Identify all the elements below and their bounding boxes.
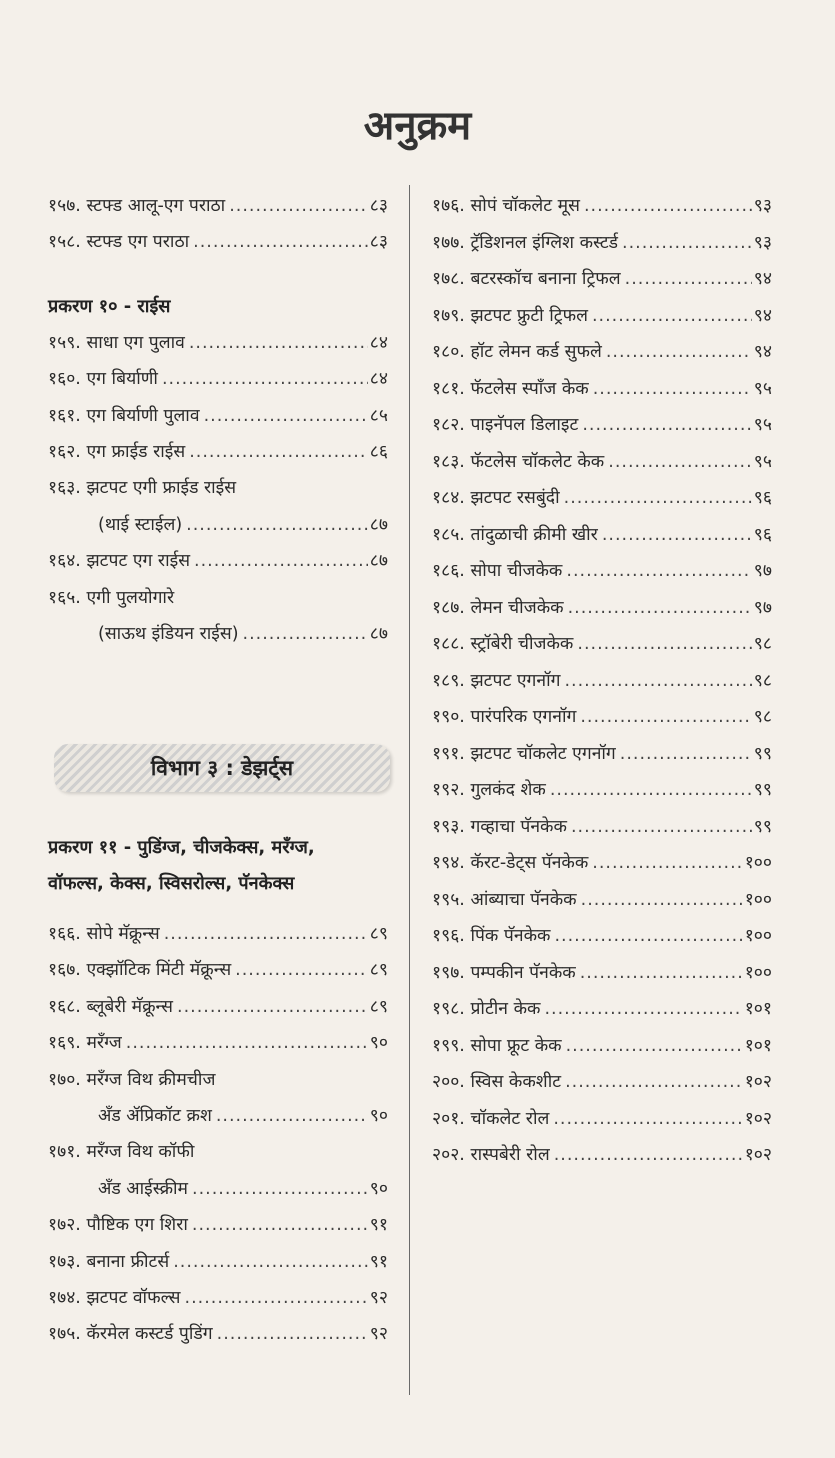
- entry-number: १९१.: [432, 743, 465, 764]
- entry-number: १६२.: [48, 441, 81, 462]
- dot-leader: [593, 371, 752, 408]
- entry-number: १६५.: [48, 587, 81, 608]
- dot-leader: [606, 334, 752, 371]
- toc-entry: [48, 1207, 388, 1243]
- dot-leader: [186, 507, 368, 543]
- dot-leader: [554, 918, 742, 955]
- entry-page-number: ९३: [753, 232, 772, 253]
- entry-number: १५७.: [48, 196, 81, 216]
- entry-number: १९९.: [432, 1035, 465, 1056]
- dot-leader: [126, 1025, 368, 1061]
- toc-entry: [48, 1062, 388, 1098]
- toc-entry: [432, 1101, 772, 1138]
- entry-page-number: ८९: [369, 924, 388, 944]
- entry-page-number: ८७: [369, 623, 388, 644]
- dot-leader: [565, 1064, 743, 1101]
- dot-leader: [592, 298, 752, 335]
- dot-leader: [592, 845, 742, 882]
- entry-title: एगी पुलयोगारे: [86, 587, 175, 608]
- entry-title: अँड ॲप्रिकॉट क्रश: [98, 1105, 212, 1126]
- toc-entry: [432, 590, 772, 627]
- dot-leader: [194, 543, 368, 579]
- entry-number: १६३.: [48, 478, 81, 499]
- dot-leader: [580, 699, 751, 736]
- right-column: [432, 188, 772, 1174]
- entry-page-number: ९९: [753, 816, 772, 837]
- entry-title: सोपे मॅक्रून्स: [86, 924, 160, 944]
- entry-title: अँड आईस्क्रीम: [98, 1178, 189, 1199]
- entry-page-number: १०१: [744, 999, 772, 1019]
- entry-title: सोपं चॉकलेट मूस: [470, 196, 580, 216]
- entry-number: १८३.: [432, 451, 465, 472]
- dot-leader: [620, 736, 752, 773]
- toc-entry: [48, 1244, 388, 1280]
- entry-page-number: ९४: [753, 305, 772, 326]
- entry-number: १६७.: [48, 960, 81, 981]
- entry-title: पिंक पॅनकेक: [470, 926, 551, 946]
- toc-entry: [48, 916, 388, 952]
- entry-page-number: १००: [744, 889, 772, 910]
- dot-leader: [553, 1101, 742, 1138]
- entry-number: १९०.: [432, 707, 465, 727]
- dot-leader: [229, 188, 368, 224]
- toc-block: [48, 916, 388, 1353]
- toc-entry: [48, 224, 388, 260]
- entry-title: सोपा चीजकेक: [470, 561, 563, 581]
- entry-page-number: ९७: [753, 561, 772, 581]
- toc-entry: [48, 434, 388, 470]
- toc-entry: [432, 1064, 772, 1101]
- chapter-heading: प्रकरण ११ - पुडिंग्ज, चीजकेक्स, मरँग्ज,: [48, 837, 315, 858]
- entry-page-number: ९४: [753, 269, 772, 289]
- entry-page-number: ९८: [753, 707, 772, 727]
- dot-leader: [173, 1244, 368, 1280]
- toc-entry: [432, 809, 772, 846]
- toc-entry: [432, 225, 772, 262]
- entry-title: एक्झॉटिक मिंटी मॅक्रून्स: [86, 960, 232, 981]
- entry-number: १९४.: [432, 853, 465, 873]
- page-title: अनुक्रम: [363, 103, 472, 149]
- toc-entry: [48, 1171, 388, 1207]
- entry-number: १६९.: [48, 1033, 81, 1054]
- entry-page-number: ८९: [369, 996, 388, 1017]
- entry-page-number: ८७: [369, 551, 388, 572]
- entry-number: १८७.: [432, 597, 465, 618]
- entry-title: मरँग्ज विथ कॉफी: [86, 1142, 195, 1163]
- entry-title: कॅरट-डेट्स पॅनकेक: [470, 853, 589, 873]
- entry-title: लेमन चीजकेक: [470, 597, 564, 618]
- dot-leader: [622, 225, 752, 262]
- entry-title: आंब्याचा पॅनकेक: [470, 889, 577, 910]
- toc-entry: [432, 663, 772, 700]
- column-divider: [409, 185, 410, 1395]
- entry-title: फॅटलेस स्पाँज केक: [470, 378, 589, 399]
- entry-number: १६१.: [48, 405, 81, 426]
- toc-entry: [432, 955, 772, 992]
- toc-entry: [432, 553, 772, 590]
- entry-page-number: ८३: [369, 232, 388, 253]
- toc-entry: [432, 991, 772, 1028]
- entry-title: झटपट एगी फ्राईड राईस: [86, 478, 237, 499]
- toc-entry: [432, 626, 772, 663]
- entry-title: बटरस्कॉच बनाना ट्रिफल: [470, 269, 621, 289]
- entry-number: १६४.: [48, 551, 81, 572]
- dot-leader: [164, 916, 368, 952]
- entry-title: ट्रॅडिशनल इंग्लिश कस्टर्ड: [470, 232, 619, 253]
- entry-title: स्विस केकशीट: [470, 1072, 562, 1092]
- dot-leader: [564, 663, 751, 700]
- dot-leader: [584, 188, 752, 225]
- entry-number: १६६.: [48, 924, 81, 944]
- entry-page-number: ९६: [753, 488, 772, 508]
- toc-entry: [432, 882, 772, 919]
- entry-number: १५९.: [48, 332, 81, 353]
- entry-title: साधा एग पुलाव: [86, 332, 185, 353]
- entry-title: मरँग्ज विथ क्रीमचीज: [86, 1069, 216, 1090]
- toc-block: [48, 188, 388, 261]
- dot-leader: [550, 772, 752, 809]
- entry-title: झटपट वॉफल्स: [86, 1287, 181, 1308]
- dot-leader: [192, 1171, 368, 1207]
- toc-entry: [48, 580, 388, 616]
- entry-title: स्टफ्ड एग पराठा: [86, 232, 190, 253]
- toc-entry: [432, 517, 772, 554]
- entry-number: १५८.: [48, 232, 81, 253]
- dot-leader: [581, 882, 743, 919]
- entry-page-number: १००: [744, 962, 772, 983]
- toc-entry: [432, 371, 772, 408]
- entry-title: पाइनॅपल डिलाइट: [470, 415, 579, 435]
- entry-number: १७९.: [432, 305, 465, 326]
- dot-leader: [577, 626, 751, 663]
- toc-entry: [48, 188, 388, 224]
- entry-title: स्टफ्ड आलू-एग पराठा: [86, 196, 226, 216]
- dot-leader: [204, 398, 368, 434]
- entry-title: गव्हाचा पॅनकेक: [470, 816, 567, 837]
- toc-entry: [48, 1280, 388, 1316]
- entry-page-number: ९६: [753, 524, 772, 545]
- toc-entry: [432, 736, 772, 773]
- toc-entry: [432, 1028, 772, 1065]
- chapter-heading: प्रकरण १० - राईस: [48, 295, 171, 317]
- entry-page-number: ८४: [369, 332, 388, 353]
- toc-entry: [48, 989, 388, 1025]
- entry-page-number: ८९: [369, 960, 388, 981]
- toc-entry: [432, 699, 772, 736]
- entry-page-number: १०२: [744, 1145, 772, 1165]
- toc-entry: [432, 918, 772, 955]
- entry-page-number: ९०: [369, 1033, 388, 1054]
- toc-entry: [432, 261, 772, 298]
- chapter-heading-continued: वॉफल्स, केक्स, स्विसरोल्स, पॅनकेक्स: [48, 873, 295, 894]
- toc-entry: [432, 1137, 772, 1174]
- toc-entry: [432, 334, 772, 371]
- toc-entry: [48, 952, 388, 988]
- entry-page-number: १००: [744, 853, 772, 873]
- dot-leader: [192, 1207, 368, 1243]
- toc-entry: [48, 1098, 388, 1134]
- entry-title: झटपट एग राईस: [86, 551, 191, 572]
- entry-number: १८६.: [432, 561, 465, 581]
- entry-page-number: ९८: [753, 670, 772, 691]
- dot-leader: [566, 553, 751, 590]
- toc-entry: [48, 616, 388, 652]
- entry-page-number: ९१: [369, 1251, 388, 1272]
- dot-leader: [580, 955, 743, 992]
- toc-entry: [48, 361, 388, 397]
- entry-number: १७८.: [432, 269, 465, 289]
- dot-leader: [564, 480, 752, 517]
- section-banner: विभाग ३ : डेझर्ट्स: [54, 744, 390, 792]
- entry-page-number: १०१: [744, 1035, 772, 1056]
- toc-entry: [48, 1316, 388, 1352]
- entry-number: १७१.: [48, 1142, 81, 1163]
- entry-number: १६०.: [48, 369, 81, 390]
- entry-title: तांदुळाची क्रीमी खीर: [470, 524, 598, 545]
- dot-leader: [217, 1316, 368, 1352]
- entry-page-number: ९०: [369, 1105, 388, 1126]
- entry-title: कॅरमेल कस्टर्ड पुडिंग: [86, 1324, 213, 1345]
- entry-title: झटपट रसबुंदी: [470, 488, 560, 508]
- entry-number: १९६.: [432, 926, 465, 946]
- entry-number: १९५.: [432, 889, 465, 910]
- entry-number: १७७.: [432, 232, 465, 253]
- dot-leader: [568, 590, 752, 627]
- entry-page-number: ९१: [369, 1215, 388, 1236]
- entry-title: हॉट लेमन कर्ड सुफले: [470, 342, 602, 362]
- toc-entry: [432, 188, 772, 225]
- entry-number: १९२.: [432, 780, 465, 800]
- entry-title: (साऊथ इंडियन राईस): [98, 623, 239, 644]
- toc-entry: [432, 845, 772, 882]
- entry-page-number: ८७: [369, 514, 388, 535]
- entry-page-number: १०२: [744, 1072, 772, 1092]
- dot-leader: [544, 991, 742, 1028]
- dot-leader: [554, 1137, 743, 1174]
- entry-page-number: ९९: [753, 743, 772, 764]
- entry-number: १७२.: [48, 1215, 81, 1236]
- entry-title: प्रोटीन केक: [470, 999, 541, 1019]
- dot-leader: [189, 434, 368, 470]
- dot-leader: [162, 361, 368, 397]
- entry-page-number: ९९: [753, 780, 772, 800]
- entry-number: १७०.: [48, 1069, 81, 1090]
- toc-entry: [48, 325, 388, 361]
- entry-title: स्ट्रॉबेरी चीजकेक: [470, 634, 574, 654]
- entry-number: १९३.: [432, 816, 465, 837]
- entry-title: सोपा फ्रूट केक: [470, 1035, 562, 1056]
- entry-title: रास्पबेरी रोल: [470, 1145, 550, 1165]
- toc-block: [432, 188, 772, 1174]
- toc-entry: [48, 543, 388, 579]
- entry-number: २००.: [432, 1072, 465, 1092]
- left-column-lower: [48, 830, 388, 1353]
- entry-title: पौष्टिक एग शिरा: [86, 1215, 188, 1236]
- toc-block: [48, 325, 388, 653]
- dot-leader: [608, 444, 752, 481]
- entry-page-number: ९५: [753, 378, 772, 399]
- entry-title: चॉकलेट रोल: [470, 1108, 550, 1129]
- entry-title: झटपट चॉकलेट एगनॉग: [470, 743, 616, 764]
- entry-number: १७४.: [48, 1287, 81, 1308]
- toc-entry: [432, 298, 772, 335]
- left-column: [48, 188, 388, 652]
- toc-entry: [48, 1134, 388, 1170]
- toc-entry: [48, 470, 388, 506]
- entry-number: १९७.: [432, 962, 465, 983]
- dot-leader: [193, 224, 368, 260]
- entry-title: बनाना फ्रीटर्स: [86, 1251, 170, 1272]
- dot-leader: [235, 952, 368, 988]
- entry-title: मरँग्ज: [86, 1033, 122, 1054]
- toc-entry: [48, 398, 388, 434]
- entry-page-number: ९७: [753, 597, 772, 618]
- dot-leader: [582, 407, 751, 444]
- entry-title: (थाई स्टाईल): [98, 514, 183, 535]
- entry-page-number: ८३: [369, 196, 388, 216]
- entry-number: १७५.: [48, 1324, 81, 1345]
- entry-number: १८४.: [432, 488, 465, 508]
- entry-number: १८२.: [432, 415, 465, 435]
- spacer: [48, 261, 388, 283]
- toc-entry: [432, 480, 772, 517]
- dot-leader: [566, 1028, 743, 1065]
- dot-leader: [185, 1280, 368, 1316]
- entry-number: २०१.: [432, 1108, 465, 1129]
- entry-page-number: १०२: [744, 1108, 772, 1129]
- entry-title: ब्लूबेरी मॅक्रून्स: [86, 996, 174, 1017]
- entry-page-number: ९८: [753, 634, 772, 654]
- entry-page-number: ९२: [369, 1287, 388, 1308]
- dot-leader: [602, 517, 752, 554]
- entry-number: १८५.: [432, 524, 465, 545]
- entry-title: एग बिर्याणी पुलाव: [86, 405, 200, 426]
- entry-page-number: ९३: [753, 196, 772, 216]
- entry-number: २०२.: [432, 1145, 465, 1165]
- entry-title: एग बिर्याणी: [86, 369, 158, 390]
- entry-title: पम्पकीन पॅनकेक: [470, 962, 576, 983]
- entry-number: १८१.: [432, 378, 465, 399]
- entry-number: १९८.: [432, 999, 465, 1019]
- entry-number: १७६.: [432, 196, 465, 216]
- toc-entry: [432, 772, 772, 809]
- toc-entry: [432, 407, 772, 444]
- entry-page-number: ९५: [753, 415, 772, 435]
- entry-number: १६८.: [48, 996, 81, 1017]
- entry-page-number: ८४: [369, 369, 388, 390]
- entry-page-number: १००: [744, 926, 772, 946]
- dot-leader: [189, 325, 368, 361]
- entry-page-number: ९२: [369, 1324, 388, 1345]
- dot-leader: [216, 1098, 368, 1134]
- entry-number: १८८.: [432, 634, 465, 654]
- entry-title: पारंपरिक एगनॉग: [470, 707, 577, 727]
- toc-entry: [432, 444, 772, 481]
- entry-title: झटपट फ्रुटी ट्रिफल: [470, 305, 588, 326]
- entry-page-number: ९०: [369, 1178, 388, 1199]
- entry-number: १८०.: [432, 342, 465, 362]
- entry-page-number: ८६: [369, 441, 388, 462]
- entry-title: फॅटलेस चॉकलेट केक: [470, 451, 605, 472]
- entry-title: एग फ्राईड राईस: [86, 441, 186, 462]
- entry-title: गुलकंद शेक: [470, 780, 546, 800]
- entry-page-number: ८५: [369, 405, 388, 426]
- spacer: [48, 902, 388, 916]
- toc-entry: [48, 1025, 388, 1061]
- entry-title: झटपट एगनॉग: [470, 670, 561, 691]
- entry-number: १७३.: [48, 1251, 81, 1272]
- dot-leader: [571, 809, 752, 846]
- entry-page-number: ९४: [753, 342, 772, 362]
- dot-leader: [177, 989, 368, 1025]
- entry-number: १८९.: [432, 670, 465, 691]
- dot-leader: [625, 261, 752, 298]
- entry-page-number: ९५: [753, 451, 772, 472]
- toc-entry: [48, 507, 388, 543]
- dot-leader: [243, 616, 368, 652]
